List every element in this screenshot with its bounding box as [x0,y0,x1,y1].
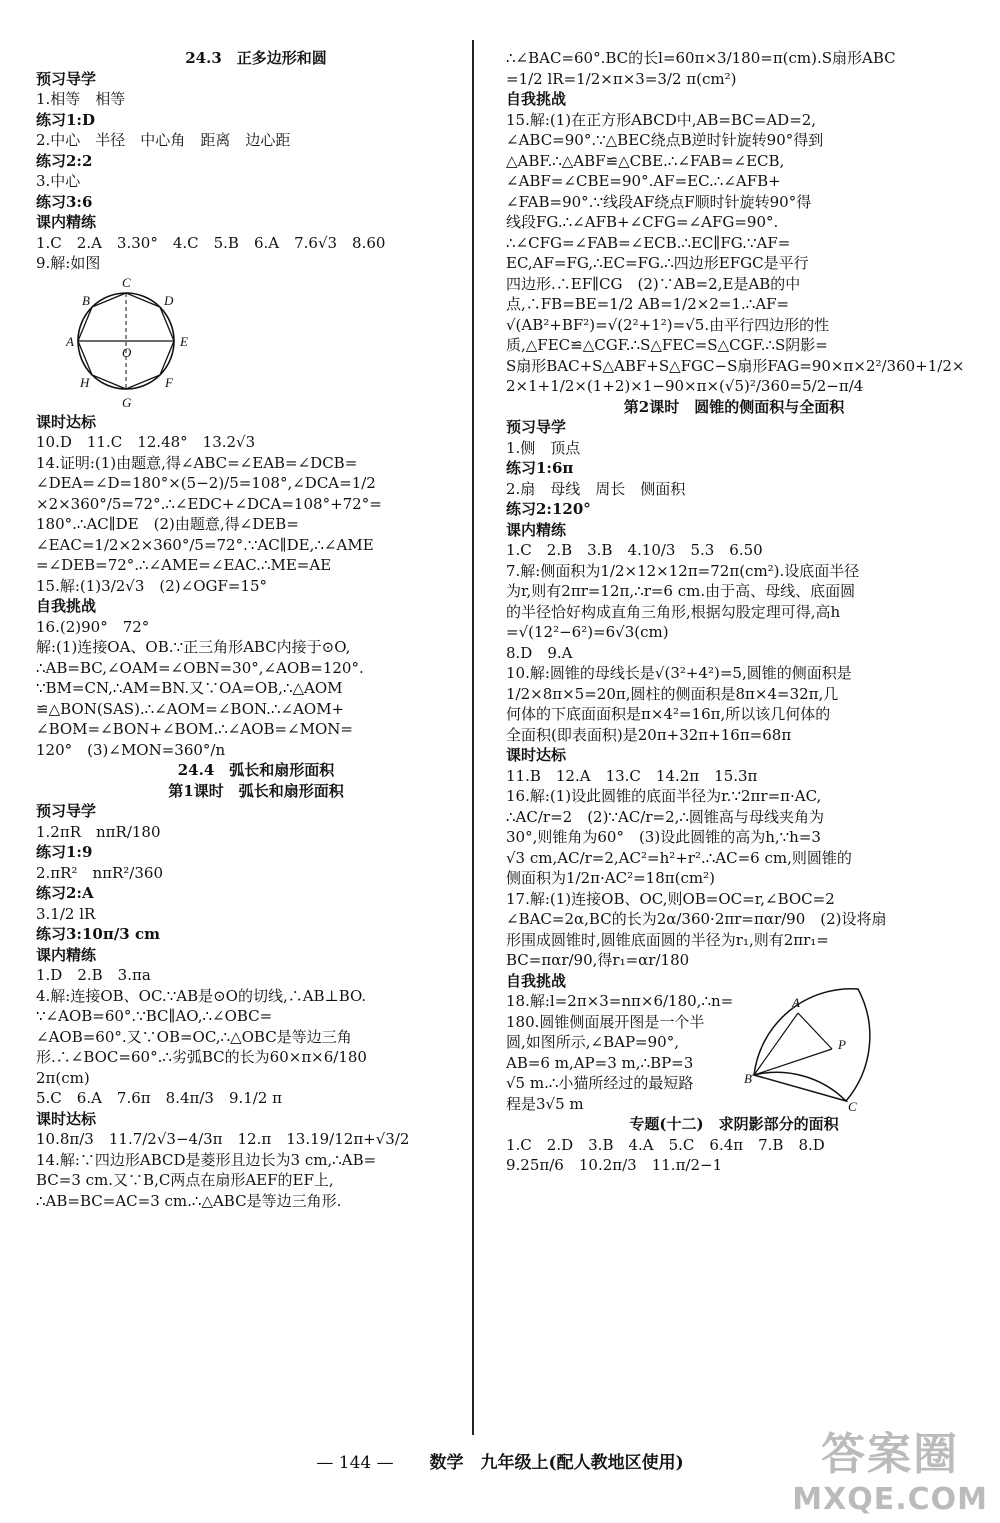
sector-label-p: P [838,1037,846,1052]
octagon-figure [56,274,206,410]
answer-line: 1.C 2.A 3.30° 4.C 5.B 6.A 7.6√3 8.60 [36,233,386,252]
vertex-label-g: G [122,394,132,410]
answer-line: 3.中心 [36,172,81,190]
section-heading: 课时达标 [36,1109,97,1128]
answer-line: 14.证明:(1)由题意,得∠ABC=∠EAB=∠DCB= [36,453,358,472]
vertex-label-f: F [164,374,173,390]
answer-line: BC=3 cm.又∵B,C两点在扇形AEF的EF上, [36,1171,334,1189]
section-heading: 预习导学 [36,802,97,820]
answer-line: ∴AB=BC,∠OAM=∠OBN=30°,∠AOB=120°. [36,658,364,677]
footer-title: 数学 九年级上(配人教地区使用) [429,1453,684,1473]
answer-line: ∴∠CFG=∠FAB=∠ECB.∴EC∥FG.∵AF= [506,233,791,252]
answer-line: 侧面积为1/2π·AC²=18π(cm²) [506,869,715,887]
answer-line: ∠AOB=60°.又∵OB=OC,∴△OBC是等边三角 [36,1027,352,1046]
answer-line: =√(12²−6²)=6√3(cm) [506,623,669,641]
answer-line: 16.解:(1)设此圆锥的底面半径为r.∵2πr=π·AC, [506,787,822,805]
watermark [792,1418,988,1517]
section-heading: 课内精练 [506,520,567,539]
section-heading: 自我挑战 [36,597,97,615]
section-heading: 练习2:120° [506,500,591,518]
right-column [506,48,965,1176]
answer-line: 为r,则有2πr=12π,∴r=6 cm.由于高、母线、底面圆 [506,582,856,600]
answer-line: 程是3√5 m [506,1094,584,1113]
vertex-label-a: A [66,333,74,349]
answer-line: ×2×360°/5=72°.∴∠EDC+∠DCA=108°+72°= [36,494,382,513]
section-heading: 练习1:9 [36,843,93,861]
answer-line: 120° (3)∠MON=360°/n [36,740,226,759]
answer-line: 2π(cm) [36,1068,90,1087]
segment-bp [754,1049,832,1075]
answer-line: 1/2×8π×5=20π,圆柱的侧面积是8π×4=32π,几 [506,684,839,703]
answer-line: 30°,则锥角为60° (3)设此圆锥的高为h,∵h=3 [506,828,821,846]
answer-line: 14.解:∵四边形ABCD是菱形且边长为3 cm,∴AB= [36,1150,377,1169]
answer-line: ∵BM=CN,∴AM=BN.又∵OA=OB,∴△AOM [36,679,343,697]
answer-line: 15.解:(1)3/2√3 (2)∠OGF=15° [36,576,268,595]
answer-line: ∠DEA=∠D=180°×(5−2)/5=108°,∠DCA=1/2 [36,474,376,492]
answer-line: 10.D 11.C 12.48° 13.2√3 [36,433,256,451]
section-heading: 课内精练 [36,945,97,964]
answer-line: 16.(2)90° 72° [36,617,150,636]
answer-line: ∠BAC=2α,BC的长为2α/360·2πr=παr/90 (2)设将扇 [506,910,887,928]
answer-line: 1.D 2.B 3.πa [36,966,151,984]
answer-line: 11.B 12.A 13.C 14.2π 15.3π [506,766,758,785]
answer-line: √(AB²+BF²)=√(2²+1²)=√5.由平行四边形的性 [506,315,830,334]
section-title: 24.3 正多边形和圆 [185,49,327,67]
answer-line: =∠DEB=72°.∴∠AME=∠EAC.∴ME=AE [36,556,332,574]
answer-line: 4.解:连接OB、OC.∵AB是⊙O的切线,∴AB⊥BO. [36,986,367,1005]
answer-line: 17.解:(1)连接OB、OC,则OB=OC=r,∠BOC=2 [506,889,835,908]
answer-line: 15.解:(1)在正方形ABCD中,AB=BC=AD=2, [506,110,817,129]
answer-line: 2.中心 半径 中心角 距离 边心距 [36,131,291,149]
section-heading: 课内精练 [36,213,97,231]
sector-label-a: A [792,995,800,1010]
answer-line: ∴∠BAC=60°.BC的长l=60π×3/180=π(cm).S扇形ABC [506,49,896,67]
center-label-o: O [122,344,132,360]
answer-line: √5 m.∴小猫所经过的最短路 [506,1074,694,1092]
answer-line: 何体的下底面面积是π×4²=16π,所以该几何体的 [506,705,831,723]
answer-line: ∴AB=BC=AC=3 cm.∴△ABC是等边三角形. [36,1191,342,1210]
answer-line: 1.C 2.B 3.B 4.10/3 5.3 6.50 [506,541,763,559]
answer-line: S扇形BAC+S△ABF+S△FGC−S扇形FAG=90×π×2²/360+1/2× [506,356,965,375]
section-heading: 练习1:6π [506,459,574,477]
section-heading: 练习1:D [36,110,95,129]
left-column [36,48,476,1211]
vertex-label-h: H [80,374,90,390]
answer-line: BC=παr/90,得r₁=αr/180 [506,951,690,969]
answer-line: 圆,如图所示,∠BAP=90°, [506,1033,679,1051]
section-heading: 自我挑战 [506,971,567,990]
answer-line: √3 cm,AC/r=2,AC²=h²+r².∴AC=6 cm,则圆锥的 [506,848,852,867]
sector-label-b: B [744,1071,752,1086]
answer-line: △ABF.∴△ABF≌△CBE.∴∠FAB=∠ECB, [506,151,785,170]
vertex-label-d: D [163,292,174,308]
answer-line: 7.解:侧面积为1/2×12×12π=72π(cm²).设底面半径 [506,561,860,580]
answer-line: 1.相等 相等 [36,90,126,108]
answer-line: 四边形.∴EF∥CG (2)∵AB=2,E是AB的中 [506,274,801,293]
answer-line: 质,△FEC≌△CGF.∴S△FEC=S△CGF.∴S阴影= [506,336,828,354]
sector-outline [754,1072,846,1101]
answer-line: EC,AF=FG,∴EC=FG.∴四边形EFGC是平行 [506,254,809,272]
vertex-label-e: E [180,333,188,349]
section-heading: 练习2:A [36,884,94,902]
segment-ap [798,1013,832,1049]
answer-line: 2×1+1/2×(1+2)×1−90×π×(√5)²/360=5/2−π/4 [506,377,864,395]
answer-line: 形.∴∠BOC=60°.∴劣弧BC的长为60×π×6/180 [36,1048,367,1066]
cone-sector-figure [746,983,886,1113]
answer-line: ∴AC/r=2 (2)∵AC/r=2,∴圆锥高与母线夹角为 [506,807,824,826]
vertex-label-b: B [82,292,91,308]
answer-line: 2.扇 母线 周长 侧面积 [506,479,686,498]
page-number: — 144 — [316,1453,394,1473]
sector-arc [754,989,870,1101]
section-title: 专题(十二) 求阴影部分的面积 [629,1115,839,1133]
vertex-label-c: C [122,274,131,290]
answer-line: 10.8π/3 11.7/2√3−4/3π 12.π 13.19/12π+√3/2 [36,1130,410,1148]
section-heading: 课时达标 [36,412,97,431]
section-heading: 预习导学 [506,418,567,436]
watermark-url: MXQE.COM [792,1482,988,1517]
section-title: 第1课时 弧长和扇形面积 [168,781,344,800]
segment-ab [754,1013,798,1075]
section-heading: 自我挑战 [506,90,567,108]
answer-line: 8.D 9.A [506,643,573,662]
answer-line: 18.解:l=2π×3=nπ×6/180,∴n= A B C P [506,991,962,1012]
answer-line: 5.C 6.A 7.6π 8.4π/3 9.1/2 π [36,1089,283,1107]
answer-line: ∠BOM=∠BON+∠BOM.∴∠AOB=∠MON= [36,720,353,738]
answer-line: 解:(1)连接OA、OB.∵正三角形ABC内接于⊙O, [36,638,351,656]
answer-line: 9.解:如图 [36,254,101,272]
answer-line: 点,∴FB=BE=1/2 AB=1/2×2=1.∴AF= [506,295,790,313]
answer-line: =1/2 lR=1/2×π×3=3/2 π(cm²) [506,69,737,88]
answer-line: ≌△BON(SAS).∴∠AOM=∠BON.∴∠AOM+ [36,699,345,718]
section-title: 24.4 弧长和扇形面积 [177,761,335,779]
answer-line: 180°.∴AC∥DE (2)由题意,得∠DEB= [36,515,299,533]
answer-line: AB=6 m,AP=3 m,∴BP=3 [506,1053,694,1072]
answer-line: 1.C 2.D 3.B 4.A 5.C 6.4π 7.B 8.D [506,1135,825,1154]
answer-line: 线段FG.∴∠AFB+∠CFG=∠AFG=90°. [506,213,779,231]
answer-line: 10.解:圆锥的母线长是√(3²+4²)=5,圆锥的侧面积是 [506,664,852,682]
answer-line: ∠EAC=1/2×2×360°/5=72°.∵AC∥DE,∴∠AME [36,535,374,554]
answer-line: 的半径恰好构成直角三角形,根据勾股定理可得,高h [506,602,841,621]
answer-line: 全面积(即表面积)是20π+32π+16π=68π [506,725,792,744]
section-heading: 练习3:6 [36,192,93,211]
answer-line: ∵∠AOB=60°.∵BC∥AO,∴∠OBC= [36,1007,273,1025]
answer-line: 180.圆锥侧面展开图是一个半 [506,1012,705,1031]
answer-line: 9.25π/6 10.2π/3 11.π/2−1 [506,1156,723,1174]
section-heading: 练习3:10π/3 cm [36,925,160,943]
answer-line: 1.侧 顶点 [506,438,581,457]
answer-line: 2.πR² nπR²/360 [36,863,163,882]
answer-line: 形围成圆锥时,圆锥底面圆的半径为r₁,则有2πr₁= [506,930,829,949]
section-heading: 预习导学 [36,69,97,88]
answer-line: ∠FAB=90°.∵线段AF绕点F顺时针旋转90°得 [506,192,812,211]
section-title: 第2课时 圆锥的侧面积与全面积 [623,397,845,416]
answer-line: 1.2πR nπR/180 [36,822,161,841]
section-heading: 课时达标 [506,746,567,764]
section-heading: 练习2:2 [36,151,93,170]
answer-line: 3.1/2 lR [36,904,96,923]
answer-line: ∠ABF=∠CBE=90°.AF=EC.∴∠AFB+ [506,172,781,190]
watermark-logo: 答案圈 [821,1429,960,1480]
sector-label-c: C [848,1099,857,1114]
answer-line: ∠ABC=90°.∵△BEC绕点B逆时针旋转90°得到 [506,131,824,149]
